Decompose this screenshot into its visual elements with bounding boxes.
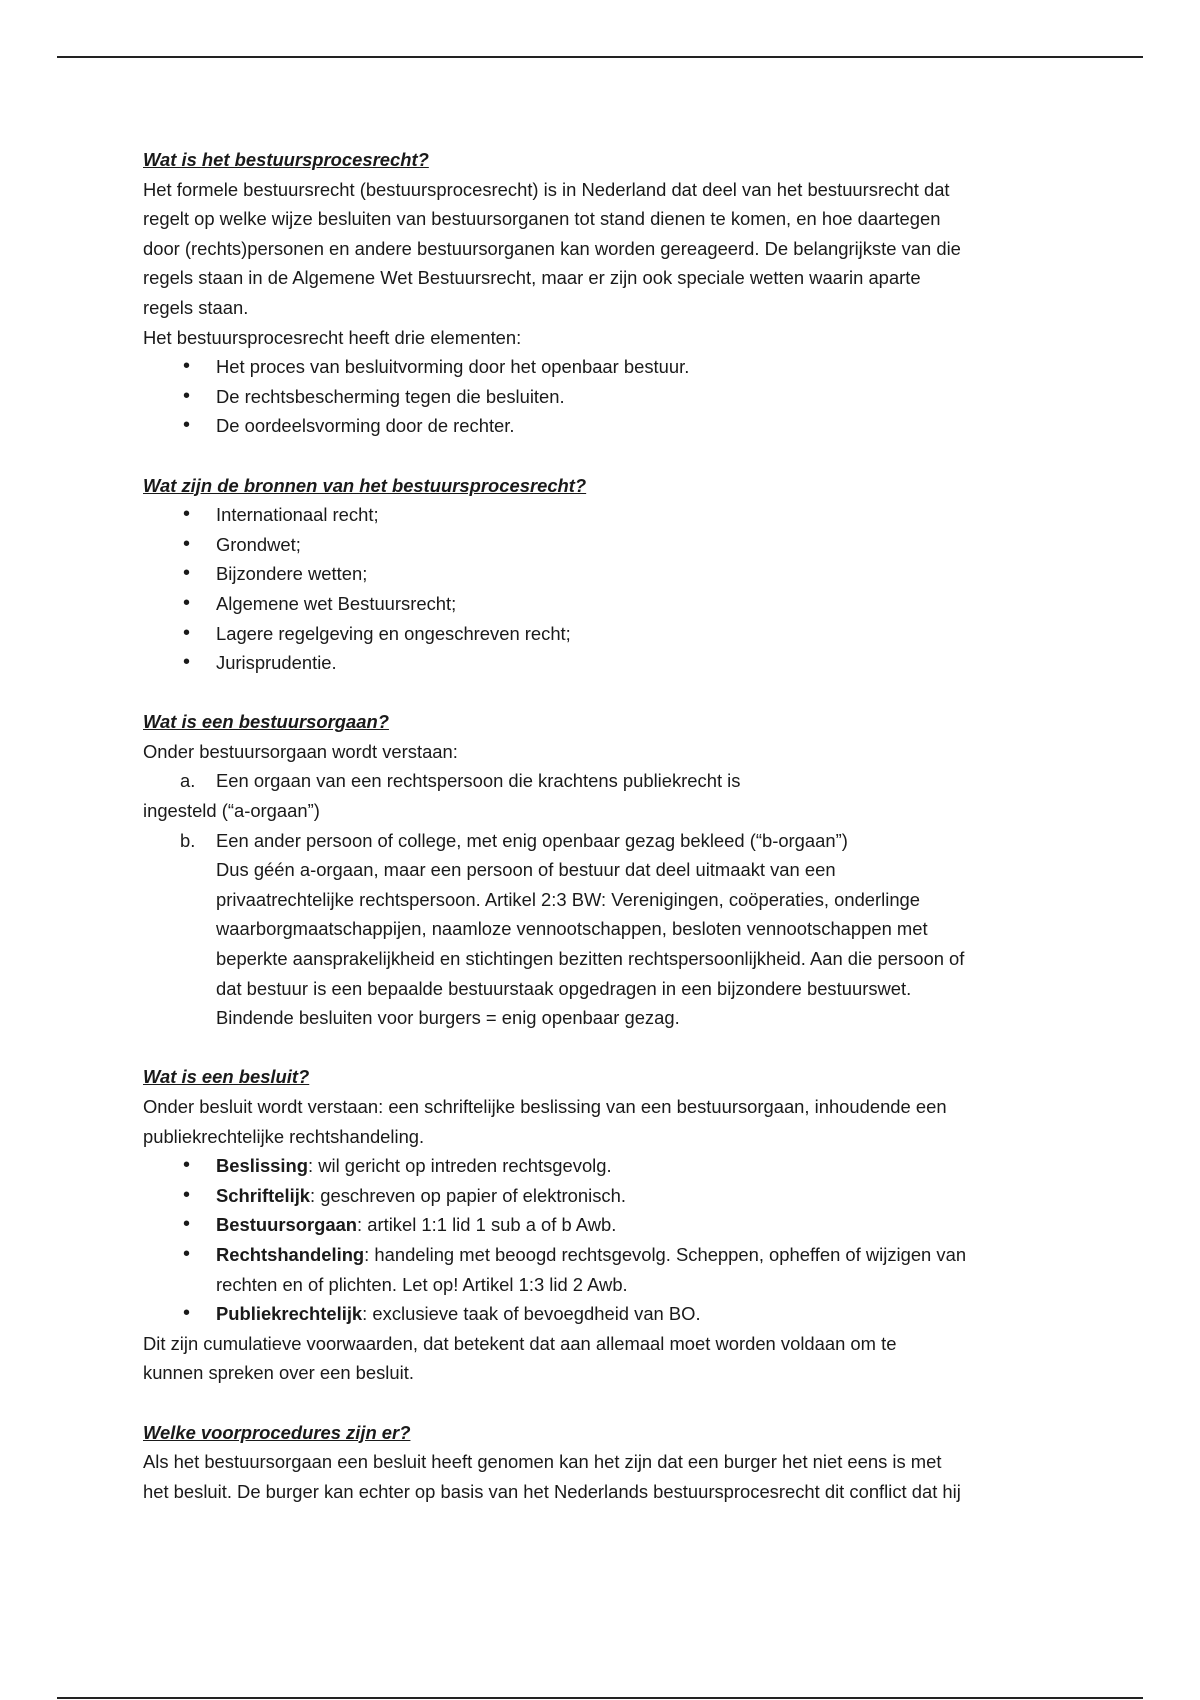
item-b-explanation [143,855,1073,1033]
section-paragraph [143,1092,1073,1151]
list-item: • Lagere regelgeving en ongeschreven recht; [143,619,1073,649]
list-item: • Jurisprudentie. [143,648,1073,678]
section-spacer [143,441,1073,471]
section-paragraph [143,1447,1073,1506]
term-definition: : handeling met beoogd rechtsgevolg. Scheppen, opheffen of wijzigen van [364,1243,967,1265]
term-definition: : geschreven op papier of elektronisch. [310,1184,626,1206]
section-spacer [143,1033,1073,1063]
paragraph-line: Als het bestuursorgaan een besluit heeft genomen kan het zijn dat een burger het niet eens is met [143,1451,942,1473]
term-item [143,1151,1073,1181]
term-list [143,1151,1073,1329]
section-paragraph [143,175,1073,323]
paragraph-line: regels staan. [143,296,249,318]
bullet-list [143,352,1073,441]
paragraph-line: Dit zijn cumulatieve voorwaarden, dat betekent dat aan allemaal moet worden voldaan om te [143,1332,897,1354]
footer-rule [57,1697,1143,1699]
section-heading: Wat is een besluit? [143,1066,310,1088]
paragraph-line: Dus géén a-orgaan, maar een persoon of bestuur dat deel uitmaakt van een [216,859,836,881]
term-definition-continued: rechten en of plichten. Let op! Artikel 1:3 lid 2 Awb. [216,1273,628,1295]
section-besluit [143,1062,1073,1388]
section-spacer [143,678,1073,708]
section-heading: Wat zijn de bronnen van het bestuursprocesrecht? [143,474,587,496]
paragraph-line: regelt op welke wijze besluiten van bestuursorganen tot stand dienen te komen, en hoe daartegen [143,208,941,230]
list-item: • Het proces van besluitvorming door het openbaar bestuur. [143,352,1073,382]
section-heading: Wat is het bestuursprocesrecht? [143,149,429,170]
closing-paragraph [143,1329,1073,1388]
term-definition: : exclusieve taak of bevoegdheid van BO. [362,1303,701,1325]
list-item: • De rechtsbescherming tegen die besluiten. [143,382,1073,412]
list-marker: b. [180,829,196,851]
paragraph-line: het besluit. De burger kan echter op basis van het Nederlands bestuursprocesrecht dit conflict dat hij [143,1480,961,1502]
list-item: • De oordeelsvorming door de rechter. [143,411,1073,441]
paragraph-line: waarborgmaatschappijen, naamloze vennootschappen, besloten vennootschappen met [216,918,928,940]
term-label: Publiekrechtelijk [216,1303,363,1325]
paragraph-line: Onder besluit wordt verstaan: een schriftelijke beslissing van een bestuursorgaan, inhoudende een [143,1096,947,1117]
item-text: Een orgaan van een rechtspersoon die krachtens publiekrecht is [216,770,741,792]
section-heading: Wat is een bestuursorgaan? [143,711,389,733]
list-item: • Grondwet; [143,530,1073,560]
term-definition: : artikel 1:1 lid 1 sub a of b Awb. [357,1214,617,1236]
term-label: Bestuursorgaan [216,1214,358,1236]
term-item [143,1181,1073,1211]
term-label: Rechtshandeling [216,1243,365,1265]
section-bestuursorgaan [143,707,1073,1033]
list-marker: a. [180,770,196,792]
term-item [143,1240,1073,1299]
term-item [143,1299,1073,1329]
paragraph-line: privaatrechtelijke rechtspersoon. Artikel 2:3 BW: Verenigingen, coöperaties, onderlinge [216,888,921,910]
term-label: Beslissing [216,1155,308,1177]
list-item: • Internationaal recht; [143,500,1073,530]
paragraph-line: regels staan in de Algemene Wet Bestuursrecht, maar er zijn ook speciale wetten waarin aparte [143,267,921,289]
term-definition: : wil gericht op intreden rechtsgevolg. [308,1155,612,1177]
list-item: • Bijzondere wetten; [143,559,1073,589]
alpha-item-a [143,766,1073,796]
paragraph-line: Het formele bestuursrecht (bestuursprocesrecht) is in Nederland dat deel van het bestuursrecht dat [143,178,950,200]
paragraph-line: Bindende besluiten voor burgers = enig openbaar gezag. [216,1007,680,1029]
item-text-wrap: ingesteld (“a-orgaan”) [143,800,320,822]
header-rule [57,56,1143,58]
item-text: Een ander persoon of college, met enig openbaar gezag bekleed (“b-orgaan”) [216,829,848,851]
paragraph-line: publiekrechtelijke rechtshandeling. [143,1125,425,1147]
document-body [143,145,1073,1506]
section-bestuursprocesrecht [143,145,1073,441]
section-voorprocedures [143,1418,1073,1507]
paragraph-line: kunnen spreken over een besluit. [143,1362,414,1384]
term-label: Schriftelijk [216,1184,311,1206]
section-bronnen [143,471,1073,678]
section-spacer [143,1388,1073,1418]
paragraph-line: dat bestuur is een bepaalde bestuurstaak opgedragen in een bijzondere bestuurswet. [216,977,912,999]
list-intro: Onder bestuursorgaan wordt verstaan: [143,740,458,762]
paragraph-line: door (rechts)personen en andere bestuursorganen kan worden gereageerd. De belangrijkste van die [143,237,961,259]
list-intro: Het bestuursprocesrecht heeft drie elementen: [143,326,522,348]
alpha-item-b [143,826,1073,856]
bullet-list [143,500,1073,678]
section-heading: Welke voorprocedures zijn er? [143,1421,411,1443]
term-item [143,1210,1073,1240]
list-item: • Algemene wet Bestuursrecht; [143,589,1073,619]
paragraph-line: beperkte aansprakelijkheid en stichtingen bezitten rechtspersoonlijkheid. Aan die persoon of [216,948,965,970]
